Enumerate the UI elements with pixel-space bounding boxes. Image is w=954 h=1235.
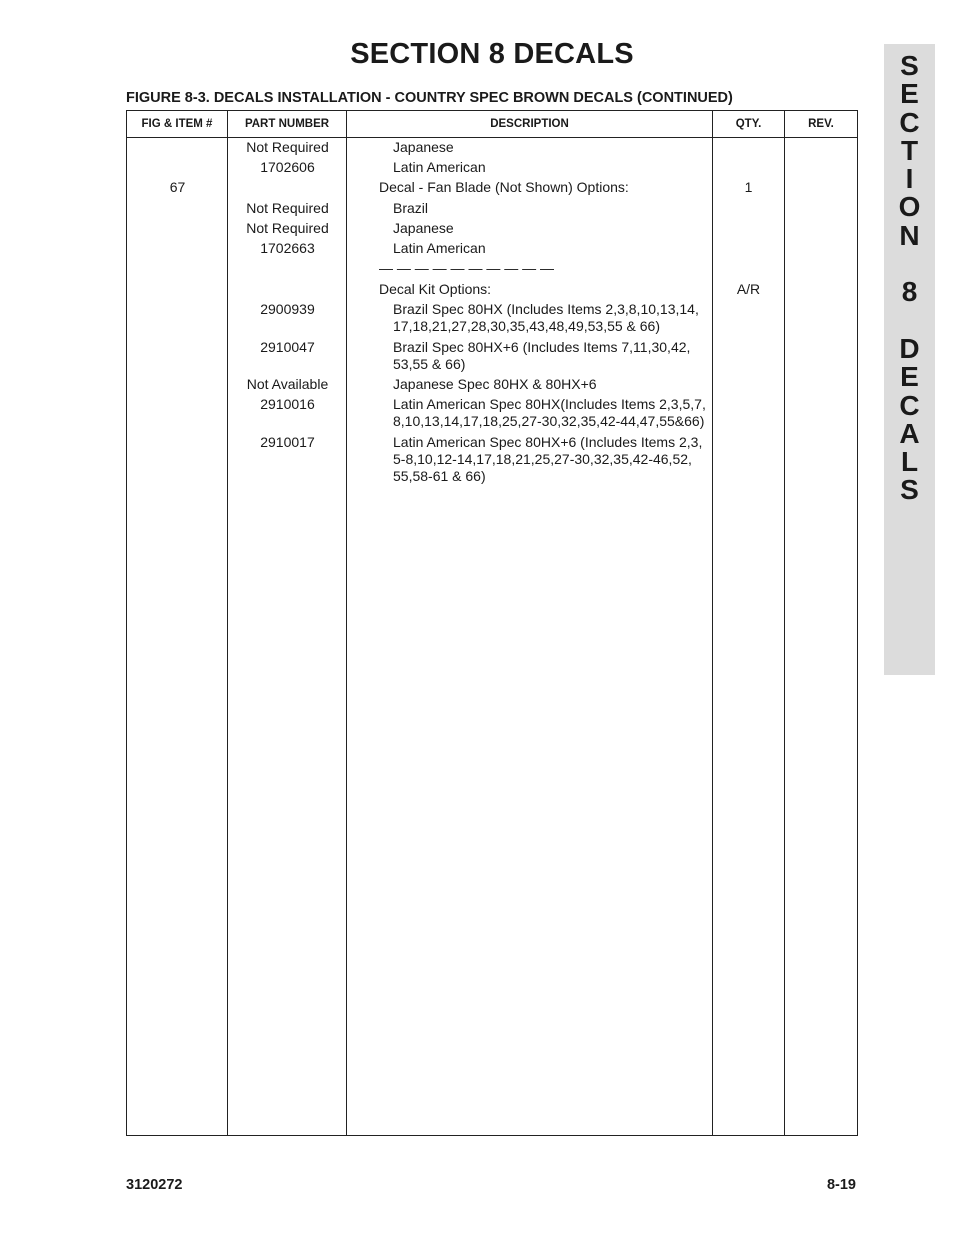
- description-text: Brazil Spec 80HX+6 (Includes Items 7,11,30,42, 53,55 & 66): [393, 339, 691, 372]
- description-text: Latin American: [393, 240, 486, 256]
- description-cell: [347, 240, 712, 257]
- part-number-cell: 2900939: [260, 301, 315, 317]
- table-row: [127, 281, 857, 301]
- section-side-tab: [884, 44, 935, 675]
- side-tab-letter: I: [905, 163, 914, 195]
- table-row: [127, 179, 857, 200]
- side-tab-letter: T: [900, 134, 919, 166]
- side-tab-letter: L: [900, 446, 919, 478]
- description-cell: [347, 301, 712, 335]
- table-row: [127, 260, 857, 281]
- section-title: SECTION 8 DECALS: [350, 38, 634, 70]
- side-tab-letter: N: [899, 219, 920, 251]
- header-qty: QTY.: [735, 118, 762, 130]
- table-row: [127, 434, 857, 484]
- description-cell: [347, 159, 712, 176]
- description-cell: [347, 396, 712, 430]
- figure-title: FIGURE 8-3. DECALS INSTALLATION - COUNTRY SPEC BROWN DECALS (CONTINUED): [126, 90, 733, 106]
- part-number-cell: Not Required: [246, 200, 329, 216]
- table-row: [127, 396, 857, 434]
- side-tab-letter: A: [899, 417, 920, 449]
- part-number-cell: 1702663: [260, 240, 315, 256]
- qty-cell: 1: [744, 179, 753, 195]
- description-text: Japanese: [393, 220, 454, 236]
- table-row: [127, 159, 857, 179]
- description-text: Brazil: [393, 200, 429, 216]
- side-tab-letter: O: [898, 191, 921, 223]
- side-tab-letter: [884, 250, 935, 278]
- table-row: [127, 301, 857, 339]
- header-rev: REV.: [808, 118, 834, 130]
- table-row: [127, 139, 857, 159]
- description-text: Latin American Spec 80HX(Includes Items 2,3,5,7, 8,10,13,14,17,18,25,27-30,32,35,42-44,47,55&66): [393, 396, 706, 429]
- header-description: DESCRIPTION: [490, 118, 569, 130]
- document-number: 3120272: [126, 1177, 183, 1193]
- table-body: [127, 139, 857, 484]
- description-cell: [347, 434, 712, 485]
- part-number-cell: Not Required: [246, 139, 329, 155]
- description-cell: [347, 200, 712, 217]
- table-row: [127, 376, 857, 396]
- part-number-cell: Not Required: [246, 220, 329, 236]
- description-text: Latin American Spec 80HX+6 (Includes Items 2,3, 5-8,10,12-14,17,18,21,25,27-30,32,35,42-46,52, 55,58-61 & 66): [393, 434, 703, 484]
- side-tab-letter: E: [900, 361, 919, 393]
- description-text: Brazil Spec 80HX (Includes Items 2,3,8,10,13,14, 17,18,21,27,28,30,35,43,48,49,53,55 & 66): [393, 301, 699, 334]
- header-divider: [127, 137, 857, 138]
- description-text: Latin American: [393, 159, 486, 175]
- description-text: Japanese Spec 80HX & 80HX+6: [393, 376, 597, 392]
- description-cell: [347, 339, 712, 373]
- description-text: Decal - Fan Blade (Not Shown) Options:: [379, 179, 629, 195]
- side-tab-letter: E: [900, 78, 919, 110]
- part-number-cell: 2910016: [260, 396, 315, 412]
- description-cell: [347, 260, 712, 277]
- page-number: 8-19: [826, 1177, 856, 1193]
- description-cell: [347, 376, 712, 393]
- description-text: — — — — — — — — — —: [379, 260, 555, 276]
- table-row: [127, 220, 857, 240]
- part-number-cell: 2910047: [260, 339, 315, 355]
- description-cell: [347, 220, 712, 237]
- part-number-cell: 1702606: [260, 159, 315, 175]
- side-tab-letter: S: [900, 474, 919, 506]
- fig-item-cell: 67: [169, 179, 186, 195]
- part-number-cell: Not Available: [246, 376, 329, 392]
- table-row: [127, 240, 857, 260]
- table-row: [127, 200, 857, 220]
- side-tab-letter: C: [899, 106, 920, 138]
- description-cell: [347, 179, 712, 196]
- parts-table: [126, 110, 858, 1136]
- qty-cell: A/R: [736, 281, 761, 297]
- description-cell: [347, 139, 712, 156]
- side-tab-letter: S: [900, 50, 919, 81]
- side-tab-letter: D: [899, 332, 920, 364]
- side-tab-letter: C: [899, 389, 920, 421]
- side-tab-letters: [884, 52, 935, 505]
- side-tab-letter: [884, 307, 935, 335]
- side-tab-letter: 8: [901, 276, 918, 308]
- description-text: Japanese: [393, 139, 454, 155]
- description-cell: [347, 281, 712, 298]
- part-number-cell: 2910017: [260, 434, 315, 450]
- header-part-number: PART NUMBER: [244, 118, 330, 130]
- table-row: [127, 339, 857, 376]
- header-fig-item: FIG & ITEM #: [141, 118, 213, 130]
- description-text: Decal Kit Options:: [379, 281, 492, 297]
